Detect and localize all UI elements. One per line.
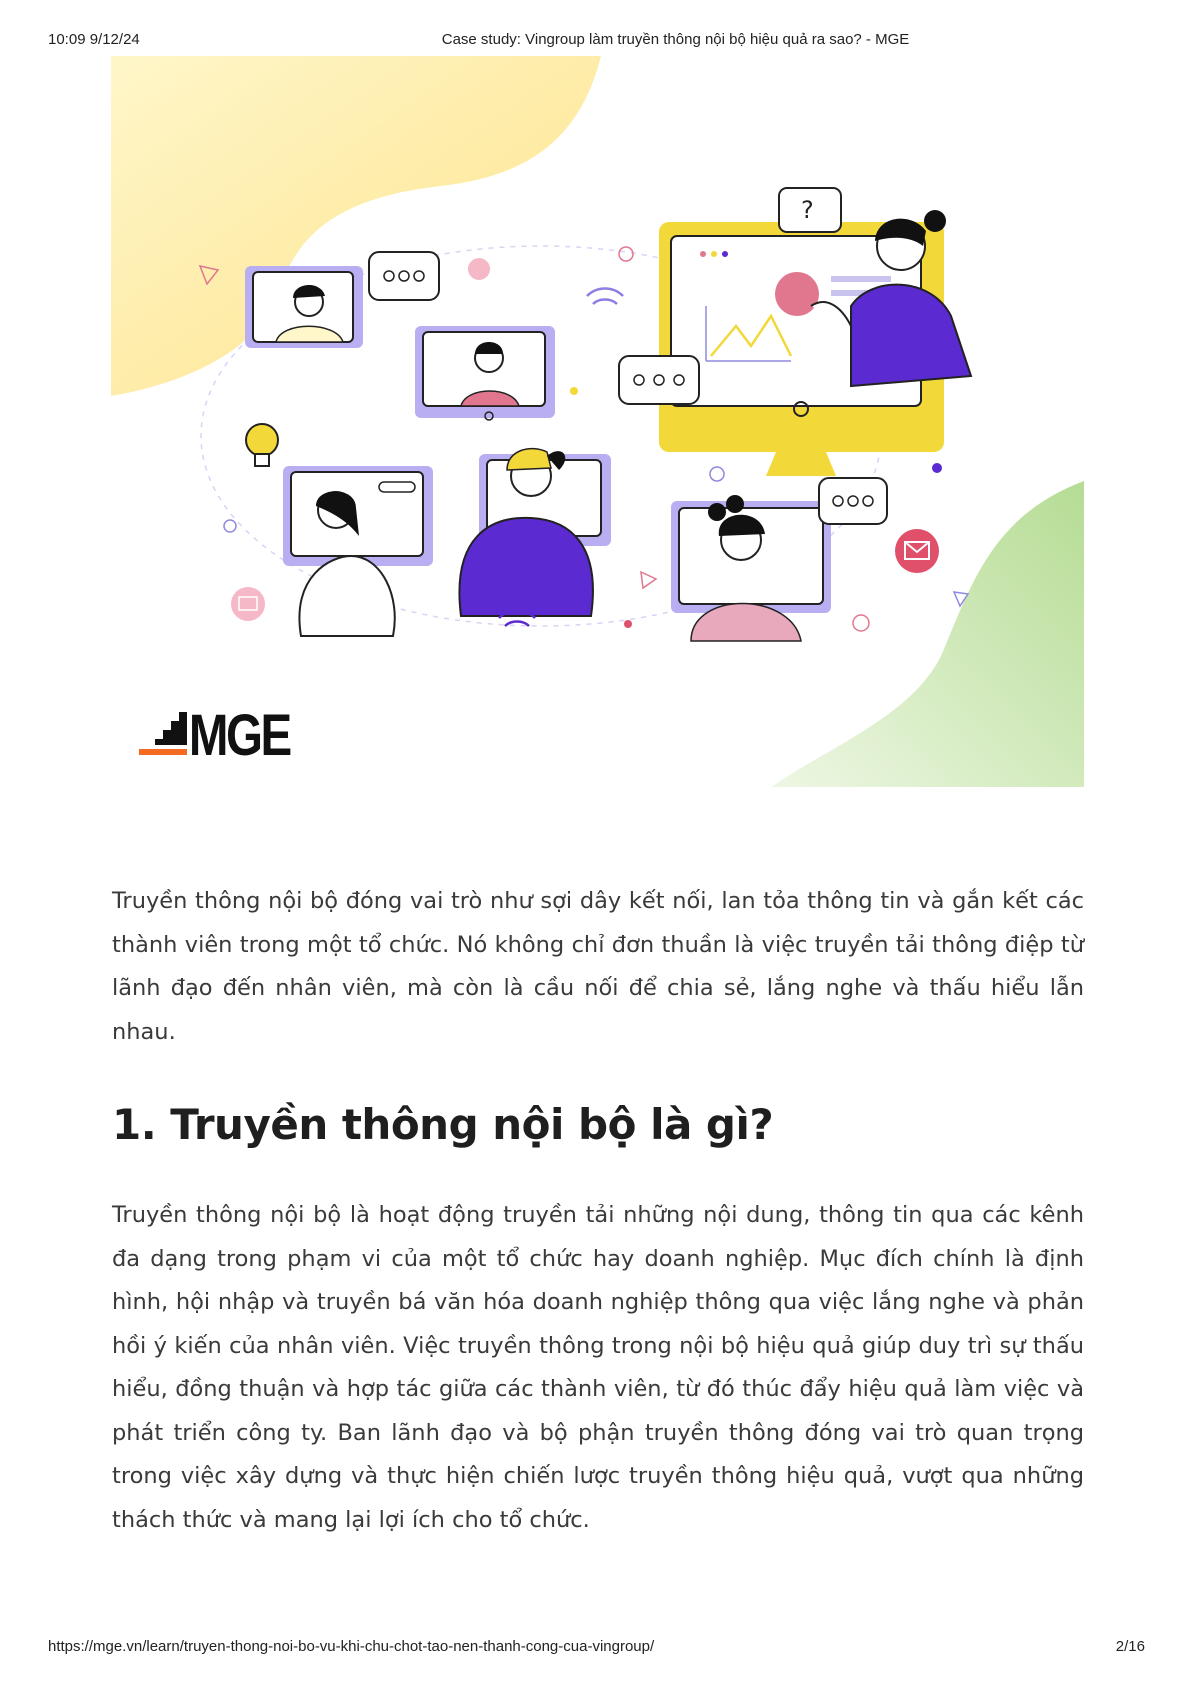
mail-icon: [468, 258, 490, 280]
page-number: 2/16: [1115, 1638, 1145, 1655]
video-call-window-illustration: [459, 449, 611, 616]
hero-illustration: [111, 56, 1084, 787]
body-paragraph: Truyền thông nội bộ là hoạt động truyền tải những nội dung, thông tin qua các kênh đa dạng trong phạm vi của một tổ chức hay doanh nghiệp. Mục đích chính là định hình, hội nhập và truyền bá văn hóa doanh nghiệp thông qua việc lắng nghe và phản hồi ý kiến của nhân viên. Việc truyền thông trong nội bộ hiệu quả giúp duy trì sự thấu hiểu, đồng thuận và hợp tác giữa các thành viên, từ đó thúc đẩy hiệu quả làm việc và phát triển công ty. Ban lãnh đạo và bộ phận truyền thông đóng vai trò quan trọng trong việc xây dựng và thực hiện chiến lược truyền thông hiệu quả, vượt qua những thách thức và mang lại lợi ích cho tổ chức.: [112, 1202, 1084, 1533]
intro-paragraph: Truyền thông nội bộ đóng vai trò như sợi dây kết nối, lan tỏa thông tin và gắn kết các thành viên trong một tổ chức. Nó không chỉ đơn thuần là việc truyền tải thông điệp từ lãnh đạo đến nhân viên, mà còn là cầu nối để chia sẻ, lắng nghe và thấu hiểu lẫn nhau.: [112, 888, 1084, 1045]
video-call-window-illustration: [283, 466, 433, 636]
video-call-window-illustration: [245, 252, 439, 348]
lightbulb-icon: [246, 424, 278, 466]
print-datetime: 10:09 9/12/24: [48, 31, 140, 48]
video-call-window-illustration: [415, 326, 555, 420]
section-heading: 1. Truyền thông nội bộ là gì?: [112, 1100, 774, 1149]
speech-bubble-icon: [619, 356, 699, 404]
mail-icon: [895, 529, 939, 573]
svg-text:?: ?: [801, 196, 814, 224]
mail-icon: [231, 587, 265, 621]
svg-text:MGE: MGE: [188, 703, 290, 769]
presentation-monitor-illustration: [659, 188, 971, 476]
print-url: https://mge.vn/learn/truyen-thong-noi-bo-vu-khi-chu-chot-tao-nen-thanh-cong-cua-vingroup/: [48, 1638, 655, 1655]
print-page-title: Case study: Vingroup làm truyền thông nội bộ hiệu quả ra sao? - MGE: [441, 31, 910, 48]
mge-logo: [139, 704, 291, 769]
video-call-window-illustration: [671, 478, 887, 641]
